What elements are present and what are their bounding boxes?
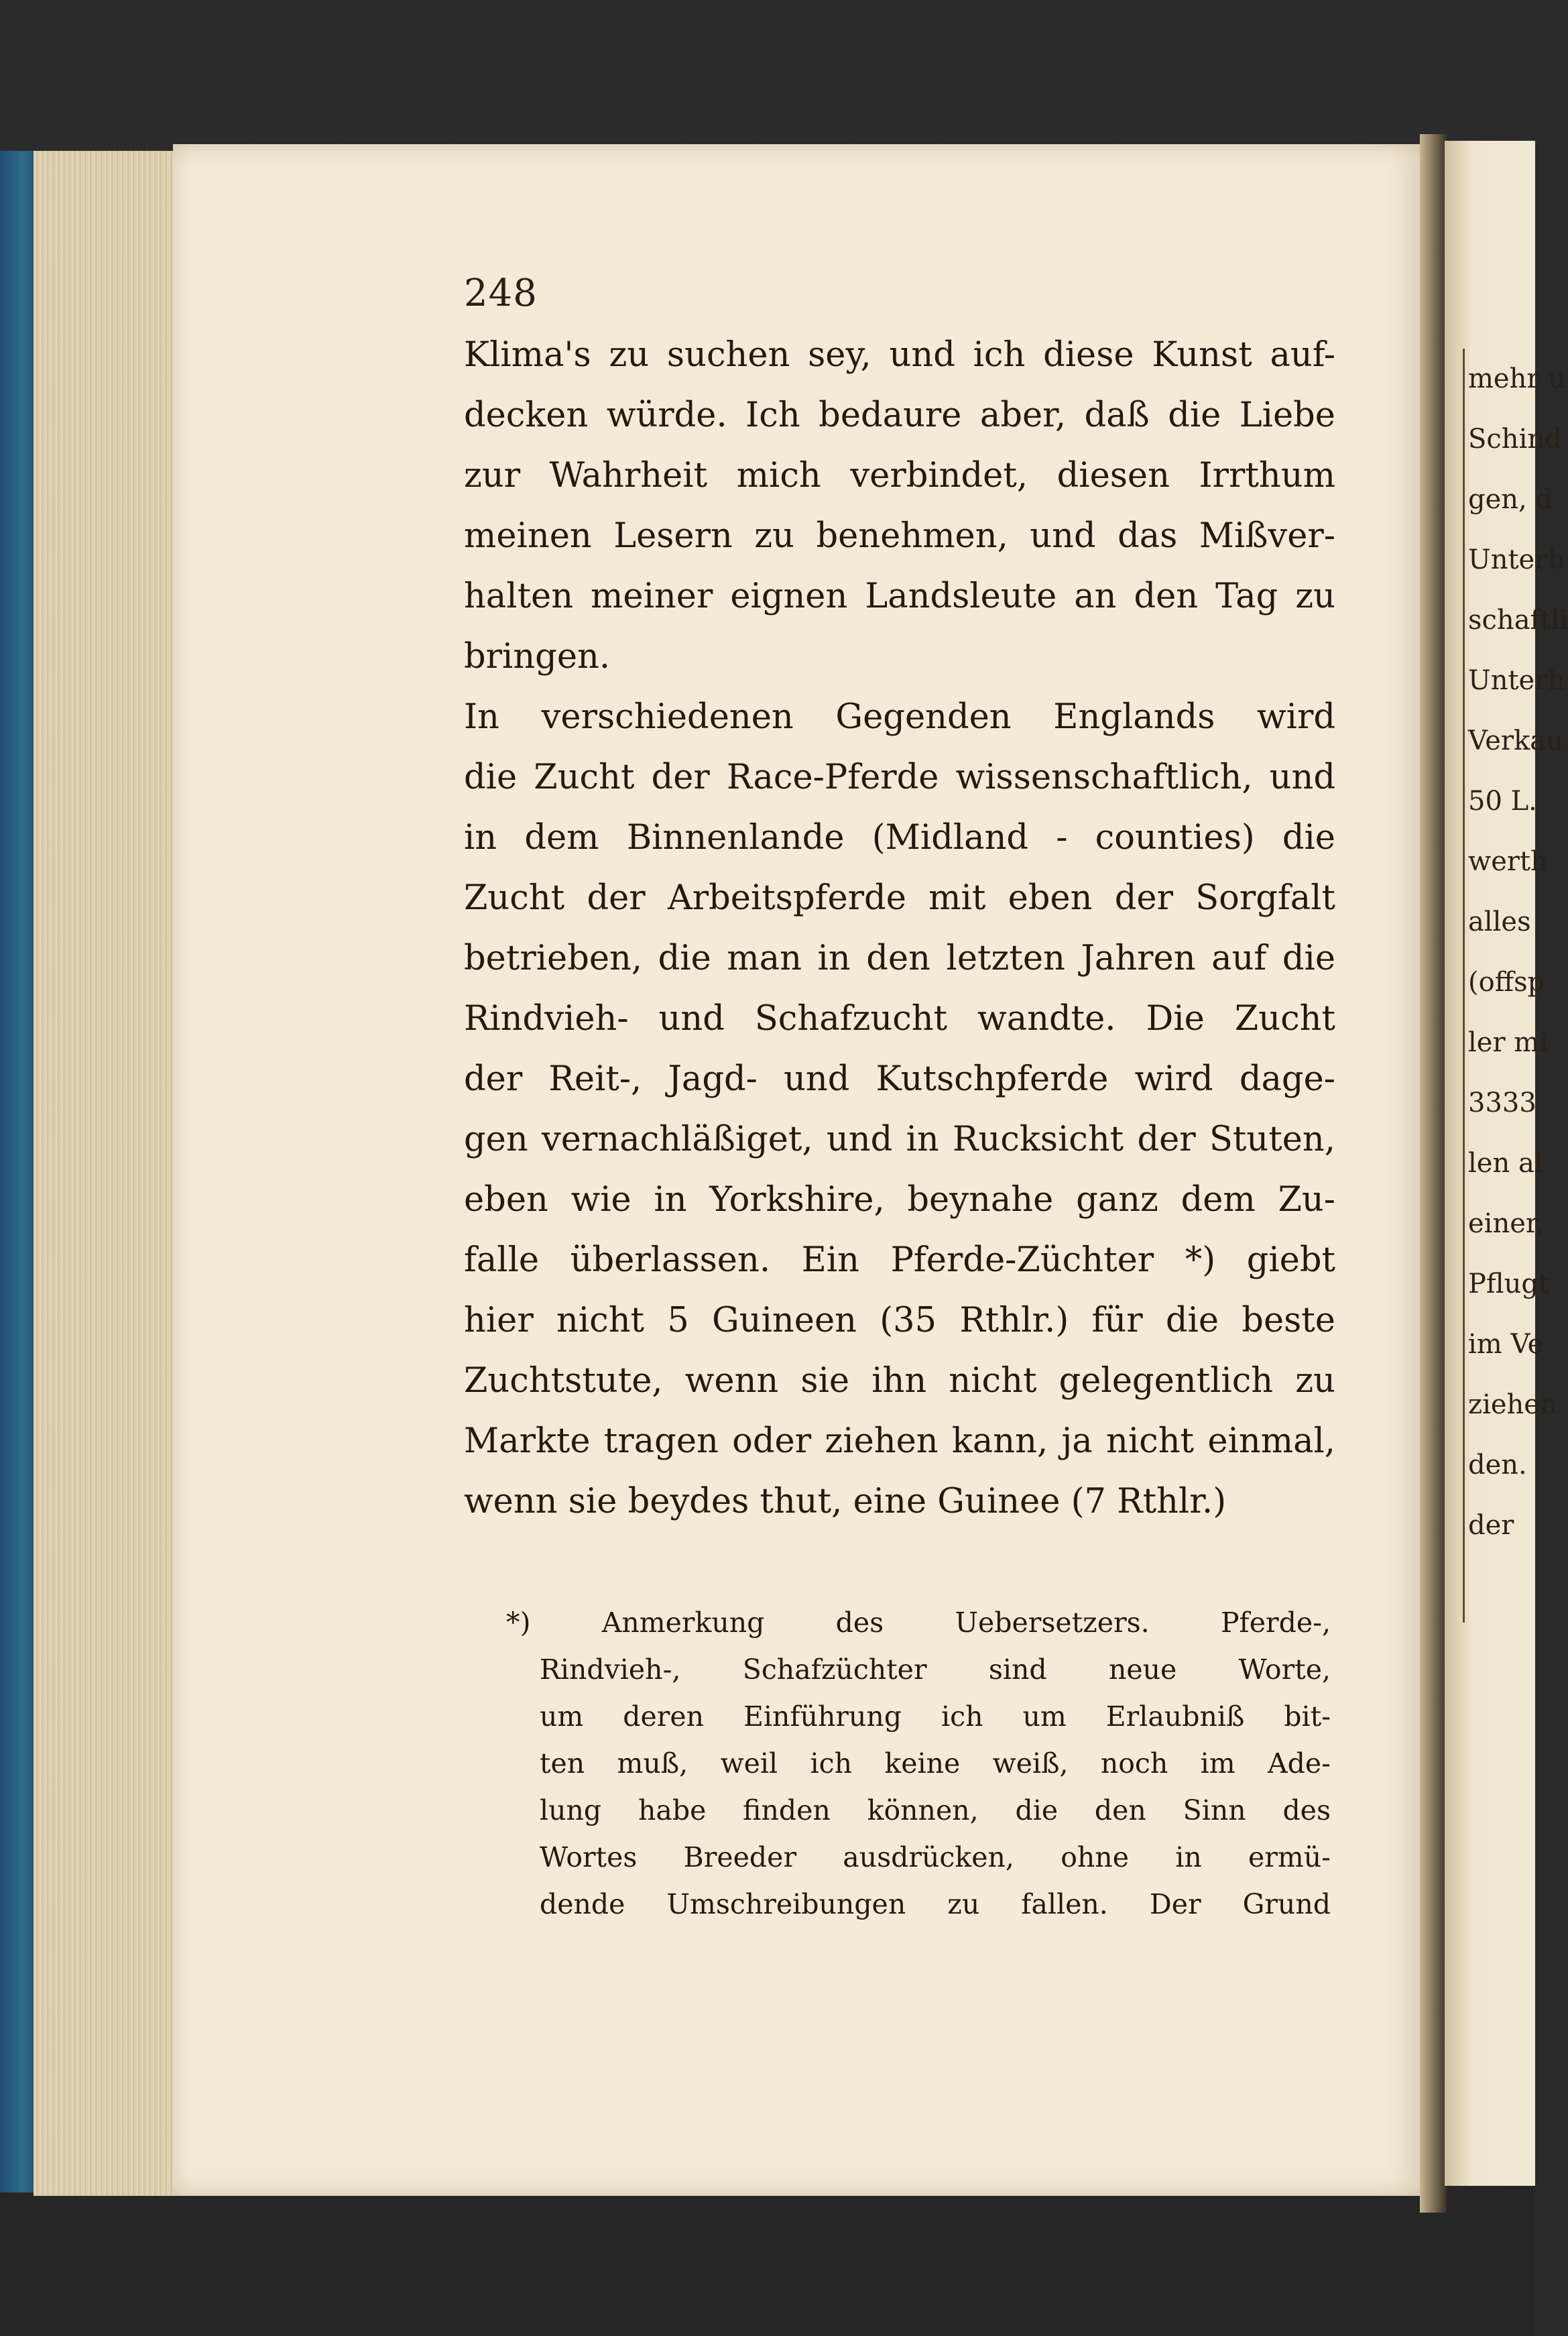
right-page-line: ziehen bbox=[1468, 1389, 1557, 1420]
body-line: bringen. bbox=[464, 637, 611, 677]
right-page-line: 50 L. bbox=[1468, 786, 1537, 817]
footnote-line: um deren Einführung ich um Erlaubniß bit- bbox=[540, 1700, 1331, 1733]
body-text bbox=[464, 325, 1335, 1532]
body-line: meinen Lesern zu benehmen, und das Mißver- bbox=[464, 516, 1335, 556]
right-page-line: werth bbox=[1468, 846, 1548, 877]
right-page-line: 3333 bbox=[1468, 1088, 1536, 1118]
footnote-line: Wortes Breeder ausdrücken, ohne in ermü- bbox=[540, 1841, 1331, 1873]
footnote-line: *) Anmerkung des Uebersetzers. Pferde-, bbox=[506, 1607, 1331, 1639]
body-line: betrieben, die man in den letzten Jahren auf die bbox=[464, 939, 1335, 978]
right-page-line: schaftli bbox=[1468, 605, 1568, 636]
body-line: In verschiedenen Gegenden Englands wird bbox=[464, 697, 1335, 737]
body-line: zur Wahrheit mich verbindet, diesen Irrthum bbox=[464, 456, 1335, 495]
footnote-line: Rindvieh-, Schafzüchter sind neue Worte, bbox=[540, 1653, 1331, 1686]
footnote bbox=[506, 1599, 1331, 1928]
right-page-line: gen, d bbox=[1468, 484, 1553, 515]
right-page-line: Unterh bbox=[1468, 665, 1565, 696]
body-line: wenn sie beydes thut, eine Guinee (7 Rthlr.) bbox=[464, 1482, 1227, 1521]
footnote-line: lung habe finden können, die den Sinn des bbox=[540, 1794, 1331, 1826]
footnote-line: ten muß, weil ich keine weiß, noch im Ade- bbox=[540, 1747, 1331, 1779]
body-line: Klima's zu suchen sey, und ich diese Kunst auf- bbox=[464, 335, 1335, 375]
right-page-rule bbox=[1463, 349, 1465, 1623]
body-line: Zucht der Arbeitspferde mit eben der Sorgfalt bbox=[464, 878, 1335, 918]
right-page-line: Verkau bbox=[1468, 725, 1563, 756]
body-line: in dem Binnenlande (Midland - counties) die bbox=[464, 818, 1335, 858]
right-page-line: ler mi bbox=[1468, 1027, 1549, 1058]
body-line: gen vernachläßiget, und in Rucksicht der Stuten, bbox=[464, 1120, 1335, 1159]
body-line: hier nicht 5 Guineen (35 Rthlr.) für die beste bbox=[464, 1301, 1335, 1340]
page-edges bbox=[34, 151, 176, 2196]
book-gutter bbox=[1420, 134, 1447, 2213]
right-page-line: alles bbox=[1468, 907, 1531, 937]
right-page-line: Unterh bbox=[1468, 544, 1565, 575]
body-line: Rindvieh- und Schafzucht wandte. Die Zucht bbox=[464, 999, 1335, 1039]
body-line: falle überlassen. Ein Pferde-Züchter *) giebt bbox=[464, 1240, 1335, 1280]
footnote-line: dende Umschreibungen zu fallen. Der Grund bbox=[540, 1888, 1331, 1920]
right-page-line: len al bbox=[1468, 1148, 1543, 1179]
body-line: die Zucht der Race-Pferde wissenschaftlich, und bbox=[464, 758, 1335, 797]
body-line: halten meiner eignen Landsleute an den Tag zu bbox=[464, 577, 1335, 616]
body-line: Zuchtstute, wenn sie ihn nicht gelegentlich zu bbox=[464, 1361, 1335, 1401]
body-line: eben wie in Yorkshire, beynahe ganz dem Zu- bbox=[464, 1180, 1335, 1220]
right-page-line: Schind bbox=[1468, 424, 1562, 455]
body-line: der Reit-, Jagd- und Kutschpferde wird dage- bbox=[464, 1059, 1335, 1099]
right-page-line: (offsp bbox=[1468, 967, 1545, 998]
right-page-line: einer, bbox=[1468, 1208, 1545, 1239]
body-line: Markte tragen oder ziehen kann, ja nicht einmal, bbox=[464, 1421, 1335, 1461]
right-page-line: mehr u bbox=[1468, 363, 1565, 394]
right-page-fragments bbox=[1468, 349, 1568, 1556]
page-number: 248 bbox=[464, 272, 538, 315]
right-page-line: im Ve bbox=[1468, 1329, 1544, 1360]
right-page-line: Pflugt bbox=[1468, 1269, 1550, 1299]
right-page-line: der bbox=[1468, 1510, 1514, 1541]
body-line: decken würde. Ich bedaure aber, daß die Liebe bbox=[464, 396, 1335, 435]
right-page-line: den. bbox=[1468, 1450, 1527, 1480]
